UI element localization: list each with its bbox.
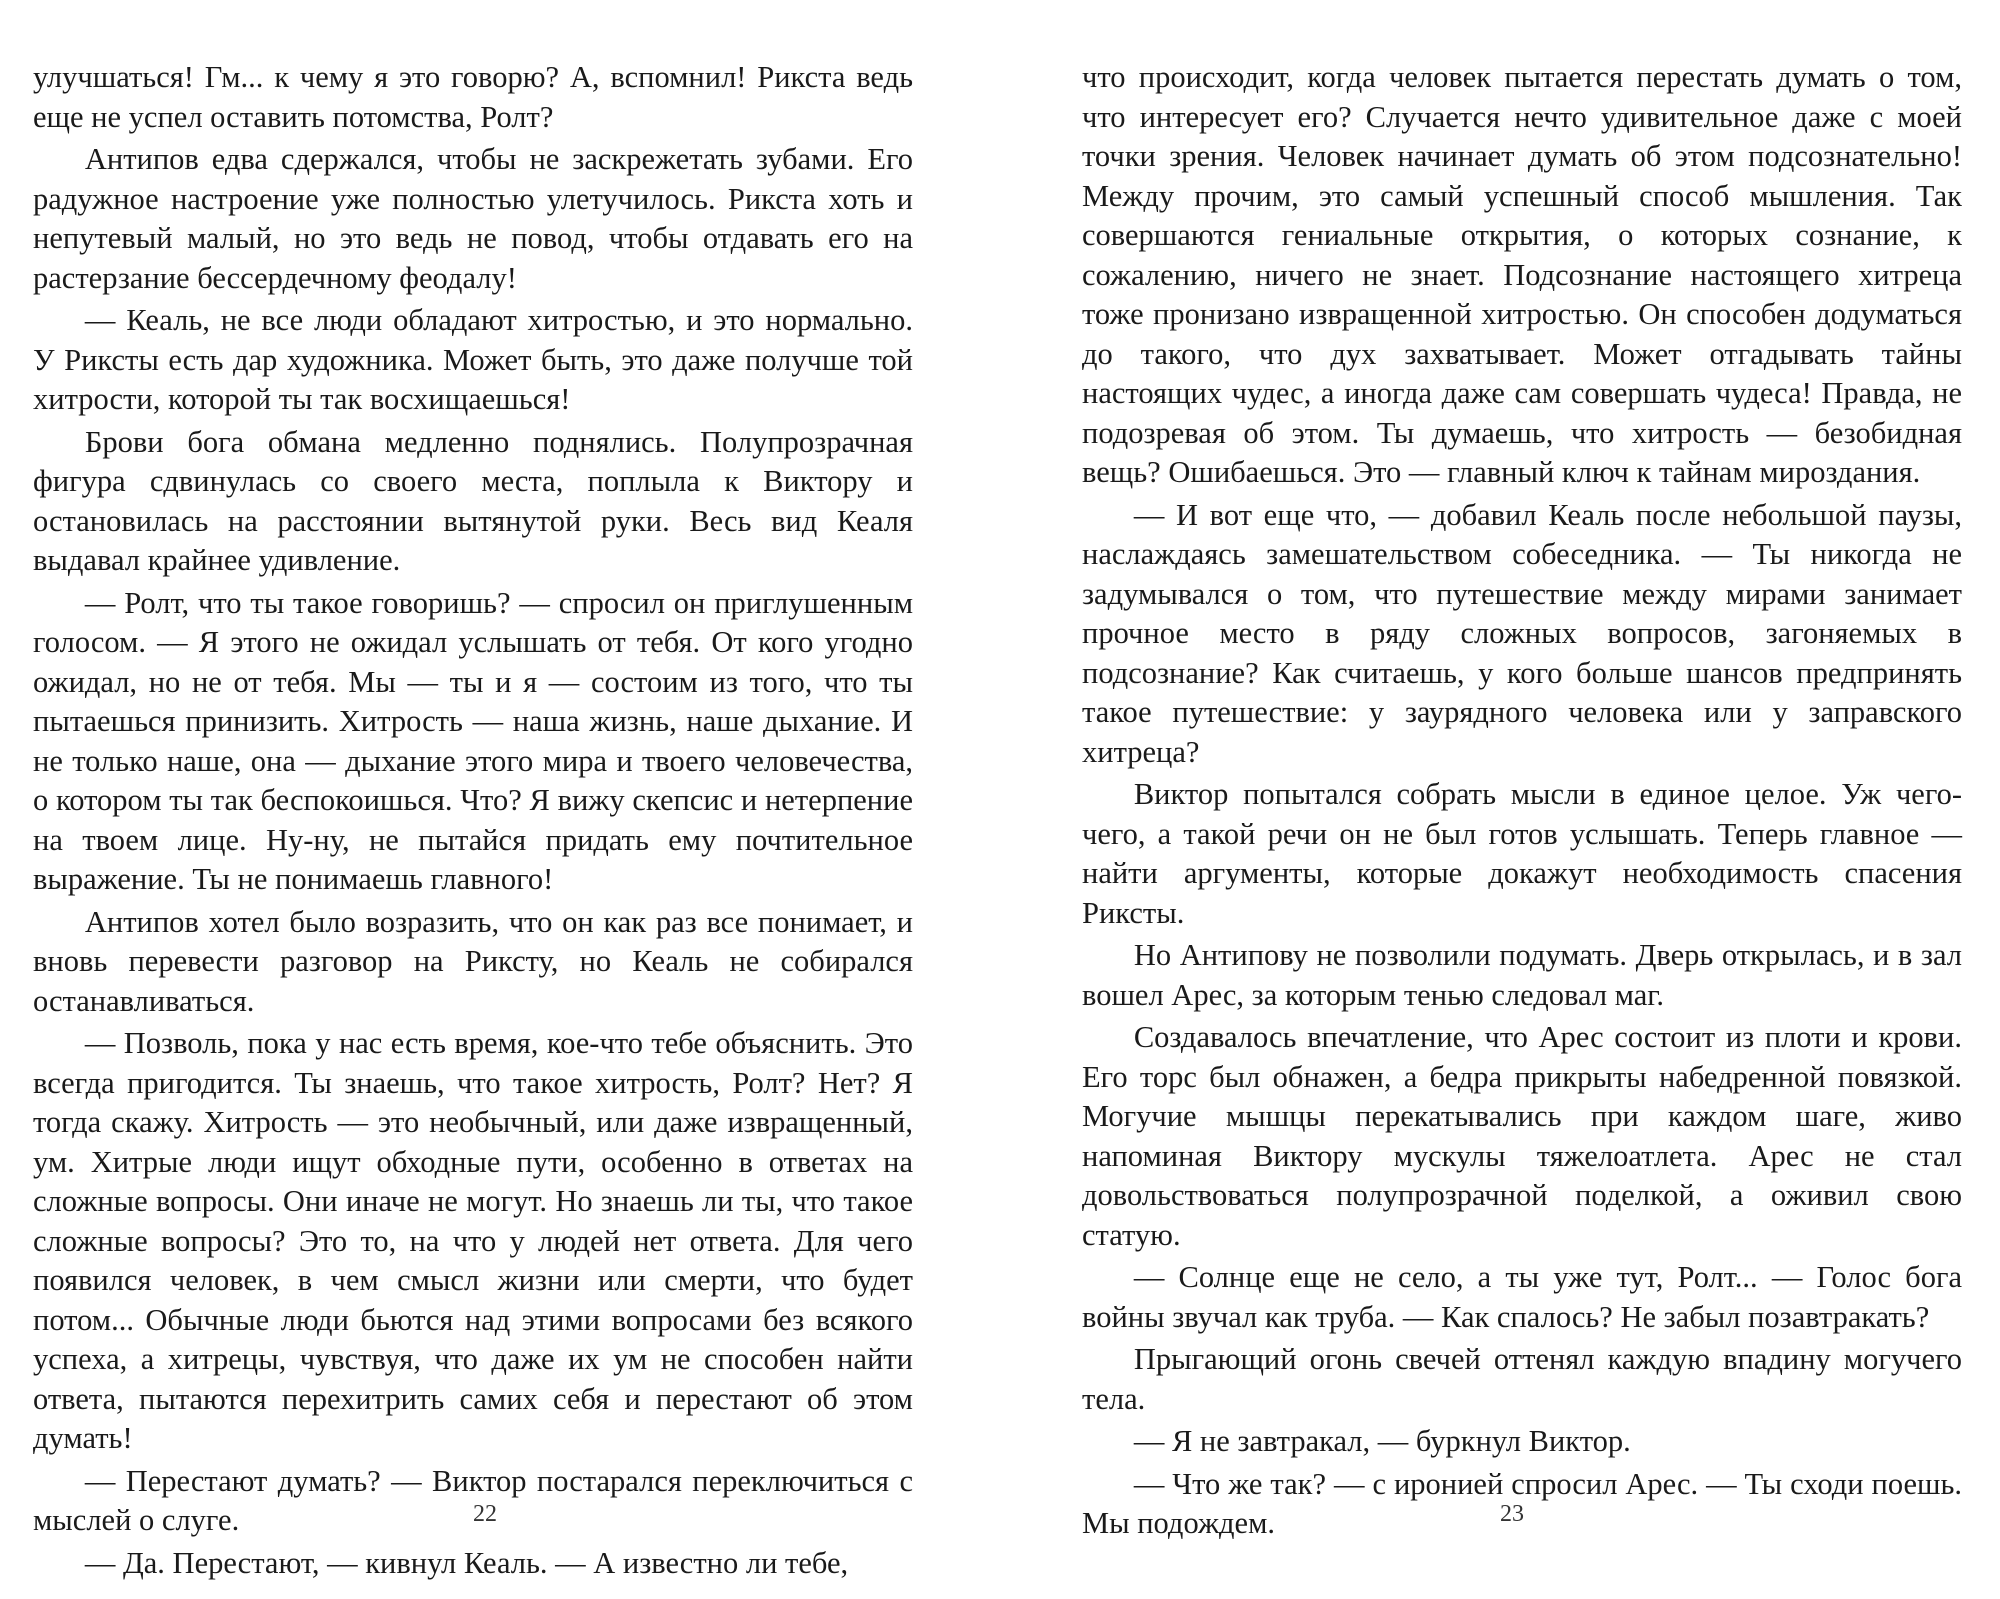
paragraph: что происходит, когда человек пытается перестать думать о том, что интересует его? Случается нечто удивительное даже с моей точки зрения. Человек начинает думать об этом подсознательно! Между прочим, это самый успешный способ мышления. Так совершаются гениальные открытия, о которых сознание, к сожалению, ничего не знает. Подсознание настоящего хитреца тоже пронизано извращенной хитростью. Он способен додуматься до такого, что дух захватывает. Может отгадывать тайны настоящих чудес, а иногда даже сам совершать чудеса! Правда, не подозревая об этом. Ты думаешь, что хитрость — безобидная вещь? Ошибаешься. Это — главный ключ к тайнам мироздания.: [1082, 60, 1962, 489]
paragraph: — Ролт, что ты такое говоришь? — спросил он приглушенным голосом. — Я этого не ожидал услышать от тебя. От кого угодно ожидал, но не от тебя. Мы — ты и я — состоим из того, что ты пытаешься принизить. Хитрость — наша жизнь, наше дыхание. И не только наше, она — дыхание этого мира и твоего человечества, о котором ты так беспокоишься. Что? Я вижу скепсис и нетерпение на твоем лице. Ну-ну, не пытайся придать ему почтительное выражение. Ты не понимаешь главного!: [33, 585, 913, 896]
paragraph: — Я не завтракал, — буркнул Виктор.: [1133, 1424, 1631, 1458]
paragraph: Брови бога обмана медленно поднялись. Полупрозрачная фигура сдвинулась со своего места, поплыла к Виктору и остановилась на расстоянии вытянутой руки. Весь вид Кеаля выдавал крайнее удивление.: [33, 424, 913, 577]
page-number-left: 22: [473, 1501, 497, 1527]
left-page-text: [33, 58, 913, 1586]
paragraph: — Кеаль, не все люди обладают хитростью, и это нормально. У Риксты есть дар художника. Может быть, это даже получше той хитрости, которой ты так восхищаешься!: [33, 303, 913, 416]
paragraph: Но Антипову не позволили подумать. Дверь открылась, и в зал вошел Арес, за которым тенью следовал маг.: [1082, 938, 1962, 1012]
paragraph: Создавалось впечатление, что Арес состоит из плоти и крови. Его торс был обнажен, а бедра прикрыты набедренной повязкой. Могучие мышцы перекатывались при каждом шаге, живо напоминая Виктору мускулы тяжелоатлета. Арес не стал довольствоваться полупрозрачной поделкой, а оживил свою статую.: [1082, 1020, 1962, 1252]
paragraph: — И вот еще что, — добавил Кеаль после небольшой паузы, наслаждаясь замешательством собеседника. — Ты никогда не задумывался о том, что путешествие между мирами занимает прочное место в ряду сложных вопросов, загоняемых в подсознание? Как считаешь, у кого больше шансов предпринять такое путешествие: у заурядного человека или у заправского хитреца?: [1082, 497, 1962, 769]
paragraph: — Да. Перестают, — кивнул Кеаль. — А известно ли тебе,: [84, 1545, 849, 1580]
paragraph: — Солнце еще не село, а ты уже тут, Ролт... — Голос бога войны звучал как труба. — Как спалось? Не забыл позавтракать?: [1082, 1260, 1962, 1334]
paragraph: — Позволь, пока у нас есть время, кое-что тебе объяснить. Это всегда пригодится. Ты знаешь, что такое хитрость, Ролт? Нет? Я тогда скажу. Хитрость — это необычный, или даже извращенный, ум. Хитрые люди ищут обходные пути, особенно в ответах на сложные вопросы. Они иначе не могут. Но знаешь ли ты, что такое сложные вопросы? Это то, на что у людей нет ответа. Для чего появился человек, в чем смысл жизни или смерти, что будет потом... Обычные люди бьются над этими вопросами без всякого успеха, а хитрецы, чувствуя, что даже их ум не способен найти ответа, пытаются перехитрить самих себя и перестают об этом думать!: [33, 1026, 913, 1455]
page-number-right: 23: [1500, 1501, 1524, 1527]
right-page-text: [1082, 58, 1962, 1547]
paragraph: — Что же так? — с иронией спросил Арес. — Ты сходи поешь. Мы подождем.: [1082, 1466, 1962, 1540]
paragraph: — Перестают думать? — Виктор постарался переключиться с мыслей о слуге.: [33, 1463, 913, 1537]
paragraph: Антипов едва сдержался, чтобы не заскрежетать зубами. Его радужное настроение уже полностью улетучилось. Рикста хоть и непутевый малый, но это ведь не повод, чтобы отдавать его на растерзание бессердечному феодалу!: [33, 142, 913, 295]
paragraph: Виктор попытался собрать мысли в единое целое. Уж чего-чего, а такой речи он не был готов услышать. Теперь главное — найти аргументы, которые докажут необходимость спасения Риксты.: [1082, 777, 1962, 930]
paragraph: Прыгающий огонь свечей оттенял каждую впадину могучего тела.: [1082, 1342, 1962, 1416]
paragraph: Антипов хотел было возразить, что он как раз все понимает, и вновь перевести разговор на Риксту, но Кеаль не собирался останавливаться.: [33, 904, 913, 1018]
paragraph: улучшаться! Гм... к чему я это говорю? А, вспомнил! Рикста ведь еще не успел оставить потомства, Ролт?: [33, 60, 913, 134]
